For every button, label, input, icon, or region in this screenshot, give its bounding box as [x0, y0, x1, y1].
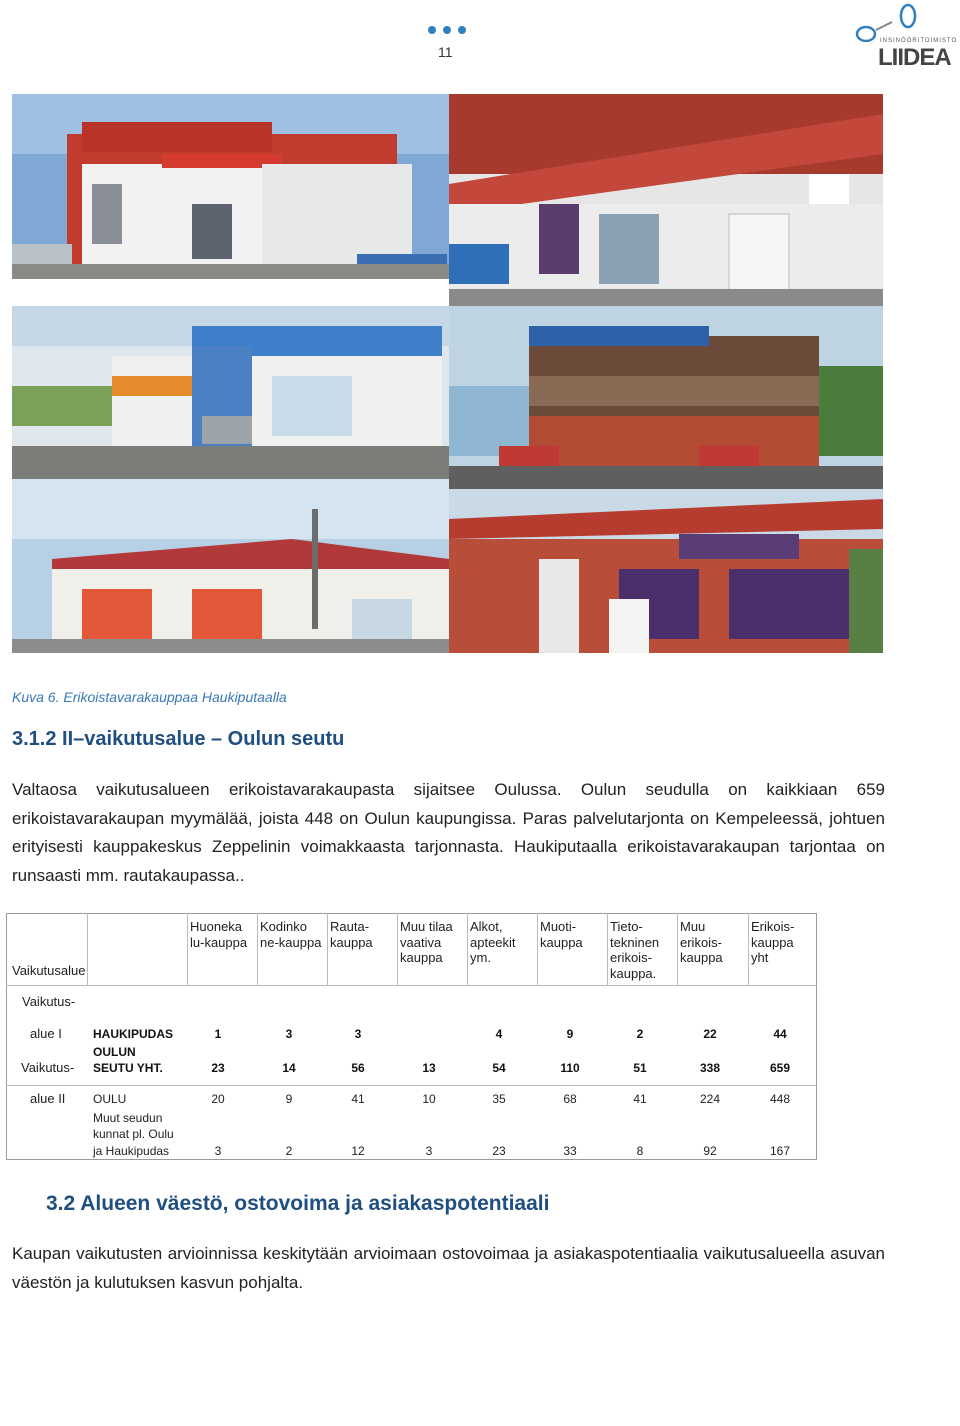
row-name-muut-a: Muut seudun — [93, 1111, 163, 1125]
table-cell: 35 — [492, 1092, 506, 1106]
row-name-muut-b: kunnat pl. Oulu — [93, 1127, 174, 1141]
table-cell: 41 — [633, 1092, 647, 1106]
table-cell: 8 — [636, 1144, 644, 1158]
table-cell: 12 — [351, 1144, 365, 1158]
table-cell: 2 — [285, 1144, 293, 1158]
table-cell: 92 — [703, 1144, 717, 1158]
table-cell: 23 — [492, 1144, 506, 1158]
table-cell: 4 — [495, 1027, 503, 1041]
table-cell: 338 — [699, 1061, 721, 1075]
logo-small-text: INSINÖÖRITOIMISTO — [880, 38, 958, 44]
corner-label: Vaikutusalue — [12, 963, 86, 978]
column-header: Muu tilaa vaativa kauppa — [400, 919, 453, 965]
table-cell: 10 — [422, 1092, 436, 1106]
table-cell: 56 — [351, 1061, 365, 1075]
table-cell: 3 — [425, 1144, 433, 1158]
figure-caption: Kuva 6. Erikoistavarakauppaa Haukiputaalla — [12, 689, 287, 705]
liidea-logo — [852, 2, 960, 71]
table-cell: 659 — [769, 1061, 791, 1075]
table-cell: 448 — [769, 1092, 791, 1106]
table-cell: 41 — [351, 1092, 365, 1106]
photo-top-right — [449, 94, 883, 306]
column-header: Rauta-kauppa — [330, 919, 373, 950]
row-name-muut-c: ja Haukipudas — [93, 1144, 170, 1158]
logo-big-text: LIIDEA — [878, 44, 951, 71]
section-heading: 3.1.2 II–vaikutusalue – Oulun seutu — [12, 728, 345, 750]
table-cell: 22 — [703, 1027, 717, 1041]
row-name-oulun-seutu-a: OULUN — [93, 1045, 136, 1059]
table-cell: 54 — [492, 1061, 506, 1075]
table-cell: 110 — [560, 1061, 580, 1075]
page-number: 11 — [438, 44, 453, 60]
table-cell: 3 — [214, 1144, 222, 1158]
column-header: Erikois-kauppa yht — [751, 919, 795, 965]
area2-label-b: alue II — [30, 1091, 66, 1106]
section-heading-2: 3.2 Alueen väestö, ostovoima ja asiakaspotentiaali — [46, 1192, 550, 1215]
logo-mark-icon — [852, 2, 960, 42]
table-cell: 3 — [354, 1027, 362, 1041]
table-cell: 13 — [422, 1061, 436, 1075]
table-cell: 68 — [563, 1092, 577, 1106]
row-name-oulu: OULU — [93, 1092, 127, 1106]
table-cell: 1 — [214, 1027, 222, 1041]
table-cell: 167 — [769, 1144, 791, 1158]
column-header: Tieto-tekninen erikois-kauppa. — [610, 919, 660, 981]
photo-mid-right — [449, 306, 883, 489]
column-header: Huoneka lu-kauppa — [190, 919, 248, 950]
row-name-oulun-seutu-b: SEUTU YHT. — [93, 1061, 163, 1075]
table-cell: 23 — [211, 1061, 225, 1075]
column-header: Alkot, apteekit ym. — [470, 919, 516, 965]
photo-bottom-left — [12, 479, 449, 653]
table-cell: 3 — [285, 1027, 293, 1041]
column-header: Muoti-kauppa — [540, 919, 583, 950]
photo-mid-left — [12, 306, 449, 489]
header-dots — [428, 26, 466, 34]
area2-label-a: Vaikutus- — [21, 1060, 75, 1075]
table-cell: 51 — [633, 1061, 647, 1075]
table-cell: 9 — [285, 1092, 293, 1106]
column-header: Muu erikois-kauppa — [680, 919, 723, 965]
table-cell: 9 — [566, 1027, 574, 1041]
paragraph-2: Kaupan vaikutusten arvioinnissa keskitytään arvioimaan ostovoimaa ja asiakaspotentiaalia vaikutusalueella asuvan väestön ja kulutuksen kasvun pohjalta. — [12, 1244, 885, 1292]
table-cell: 20 — [211, 1092, 225, 1106]
table-cell: 14 — [282, 1061, 296, 1075]
area1-label-b: alue I — [30, 1026, 62, 1041]
area1-label-a: Vaikutus- — [22, 994, 76, 1009]
row-name-haukipudas: HAUKIPUDAS — [93, 1027, 174, 1041]
photo-bottom-right — [449, 489, 883, 653]
table-cell: 44 — [773, 1027, 787, 1041]
column-header: Kodinko ne-kauppa — [260, 919, 322, 950]
table-cell: 2 — [636, 1027, 644, 1041]
photo-top-left — [12, 94, 449, 279]
table-cell: 33 — [563, 1144, 577, 1158]
table-cell: 224 — [699, 1092, 721, 1106]
paragraph-1: Valtaosa vaikutusalueen erikoistavarakaupasta sijaitsee Oulussa. Oulun seudulla on kaikkiaan 659 erikoistavarakaupan myymälää, joista 448 on Oulun kaupungissa. Paras palvelutarjonta on Kempeleessä, johtuen erityisesti kauppakeskus Zeppelinin voimakkaasta tarjonnasta. Haukiputaalla erikoistavarakaupan tarjontaa on runsaasti mm. rautakaupassa.. — [12, 780, 885, 885]
